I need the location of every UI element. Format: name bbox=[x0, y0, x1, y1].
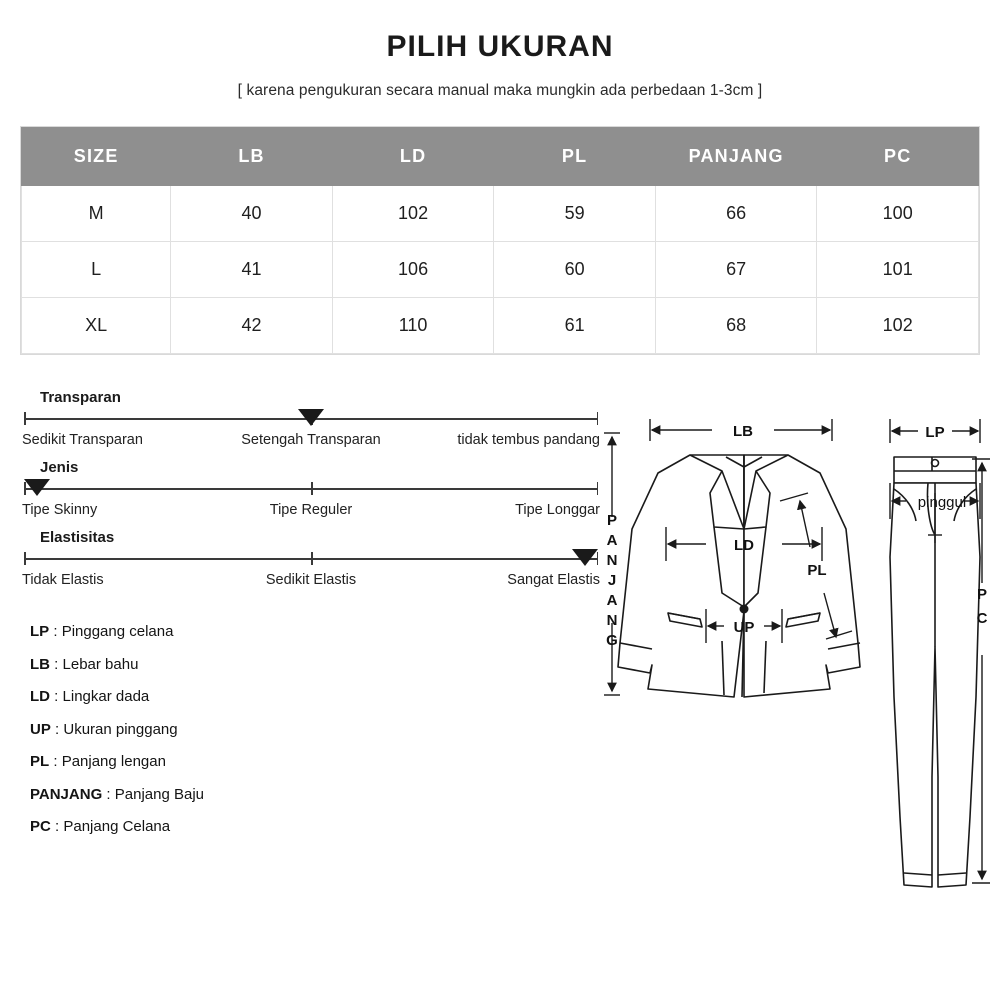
table-row bbox=[22, 186, 979, 242]
scale-tick bbox=[311, 552, 313, 565]
legend-code: PL bbox=[30, 753, 50, 770]
scale-title: Transparan bbox=[40, 389, 121, 406]
table-header-cell: LD bbox=[332, 128, 494, 186]
diagram-label-lb: LB bbox=[733, 423, 753, 440]
diagram-label-panjang-group bbox=[606, 512, 618, 649]
scale-tick bbox=[24, 552, 26, 565]
legend-item bbox=[30, 811, 600, 844]
legend-list bbox=[30, 616, 600, 844]
legend-item bbox=[30, 779, 600, 812]
legend-item bbox=[30, 714, 600, 747]
legend-code: UP bbox=[30, 720, 51, 738]
legend-item bbox=[30, 649, 600, 682]
table-cell: 41 bbox=[171, 242, 333, 298]
scale-track bbox=[24, 552, 598, 566]
svg-text:C: C bbox=[976, 610, 988, 627]
measurement-diagram bbox=[594, 397, 994, 937]
svg-text:N: N bbox=[606, 612, 618, 629]
legend-code: LD bbox=[30, 688, 50, 705]
table-cell: 67 bbox=[655, 242, 817, 298]
scale-labels bbox=[22, 432, 600, 454]
legend-desc: Pinggang celana bbox=[61, 623, 174, 640]
scale-label: Setengah Transparan bbox=[241, 432, 381, 448]
legend-item bbox=[30, 681, 600, 714]
legend-sep: : bbox=[50, 720, 64, 738]
diagram-label-pinggul: pinggul bbox=[917, 494, 967, 511]
scale-jenis bbox=[22, 459, 600, 524]
scale-tick bbox=[311, 482, 313, 495]
size-table bbox=[21, 127, 979, 354]
scale-labels bbox=[22, 502, 600, 524]
legend-desc: Panjang Celana bbox=[63, 818, 171, 835]
table-cell: 40 bbox=[171, 186, 333, 242]
scale-label: Tipe Skinny bbox=[22, 502, 98, 518]
table-cell: 60 bbox=[494, 242, 656, 298]
svg-text:N: N bbox=[606, 552, 618, 569]
table-cell: 68 bbox=[655, 298, 817, 354]
legend-code: LB bbox=[30, 655, 50, 673]
diagram-label-up: UP bbox=[733, 619, 755, 636]
scale-label: Tipe Reguler bbox=[269, 502, 353, 518]
scale-label: Sedikit Elastis bbox=[265, 572, 357, 588]
scale-transparan bbox=[22, 389, 600, 454]
legend-sep: : bbox=[102, 785, 115, 803]
legend-sep: : bbox=[50, 655, 63, 673]
scale-tick bbox=[24, 412, 26, 425]
svg-text:A: A bbox=[606, 592, 618, 609]
scale-marker-icon bbox=[298, 409, 324, 426]
table-cell: 110 bbox=[332, 298, 494, 354]
legend-item bbox=[30, 616, 600, 649]
page-title: PILIH UKURAN bbox=[386, 30, 614, 63]
diagram-svg bbox=[594, 397, 994, 937]
table-cell: 102 bbox=[332, 186, 494, 242]
legend-code: LP bbox=[30, 623, 50, 640]
attributes-column bbox=[22, 389, 600, 844]
legend-code: PANJANG bbox=[30, 785, 103, 803]
scale-label: tidak tembus pandang bbox=[457, 432, 600, 448]
svg-text:G: G bbox=[606, 632, 618, 649]
table-cell: 66 bbox=[655, 186, 817, 242]
svg-text:A: A bbox=[606, 532, 618, 549]
scale-track bbox=[24, 412, 598, 426]
svg-text:P: P bbox=[606, 512, 618, 529]
scale-title: Elastisitas bbox=[40, 529, 115, 546]
diagram-label-ld: LD bbox=[734, 537, 754, 554]
lower-section bbox=[0, 389, 1000, 949]
legend-sep: : bbox=[50, 818, 64, 835]
table-cell: M bbox=[22, 186, 171, 242]
table-header-cell: LB bbox=[171, 128, 333, 186]
scale-label: Sedikit Transparan bbox=[22, 432, 143, 448]
table-header-cell: SIZE bbox=[22, 128, 171, 186]
table-cell: L bbox=[22, 242, 171, 298]
table-header-cell: PC bbox=[817, 128, 979, 186]
legend-desc: Lebar bahu bbox=[62, 655, 139, 673]
table-cell: 106 bbox=[332, 242, 494, 298]
table-cell: 59 bbox=[494, 186, 656, 242]
table-header-cell: PL bbox=[494, 128, 656, 186]
table-cell: 100 bbox=[817, 186, 979, 242]
table-row bbox=[22, 242, 979, 298]
scale-label: Tipe Longgar bbox=[515, 502, 600, 518]
table-cell: 42 bbox=[171, 298, 333, 354]
table-header-row bbox=[22, 128, 979, 186]
scale-marker-icon bbox=[24, 479, 50, 496]
legend-sep: : bbox=[50, 688, 63, 705]
legend-sep: : bbox=[49, 623, 62, 640]
page-note: [ karena pengukuran secara manual maka mungkin ada perbedaan 1-3cm ] bbox=[237, 82, 763, 99]
table-cell: 101 bbox=[817, 242, 979, 298]
legend-item bbox=[30, 746, 600, 779]
legend-sep: : bbox=[49, 753, 62, 770]
table-cell: XL bbox=[22, 298, 171, 354]
table-cell: 102 bbox=[817, 298, 979, 354]
scale-labels bbox=[22, 572, 600, 594]
scale-label: Tidak Elastis bbox=[22, 572, 104, 588]
size-table-container bbox=[20, 126, 980, 355]
diagram-label-lp: LP bbox=[925, 424, 945, 441]
legend-code: PC bbox=[30, 818, 51, 835]
scale-title: Jenis bbox=[40, 459, 79, 476]
table-row bbox=[22, 298, 979, 354]
table-cell: 61 bbox=[494, 298, 656, 354]
table-header-cell: PANJANG bbox=[655, 128, 817, 186]
diagram-label-pl: PL bbox=[807, 562, 827, 579]
svg-text:P: P bbox=[976, 586, 988, 603]
legend-desc: Lingkar dada bbox=[62, 688, 150, 705]
scale-label: Sangat Elastis bbox=[507, 572, 600, 588]
svg-text:J: J bbox=[607, 572, 617, 589]
scale-elastisitas bbox=[22, 529, 600, 594]
scale-track bbox=[24, 482, 598, 496]
legend-desc: Panjang Baju bbox=[114, 785, 204, 803]
legend-desc: Ukuran pinggang bbox=[63, 720, 178, 738]
legend-desc: Panjang lengan bbox=[61, 753, 166, 770]
